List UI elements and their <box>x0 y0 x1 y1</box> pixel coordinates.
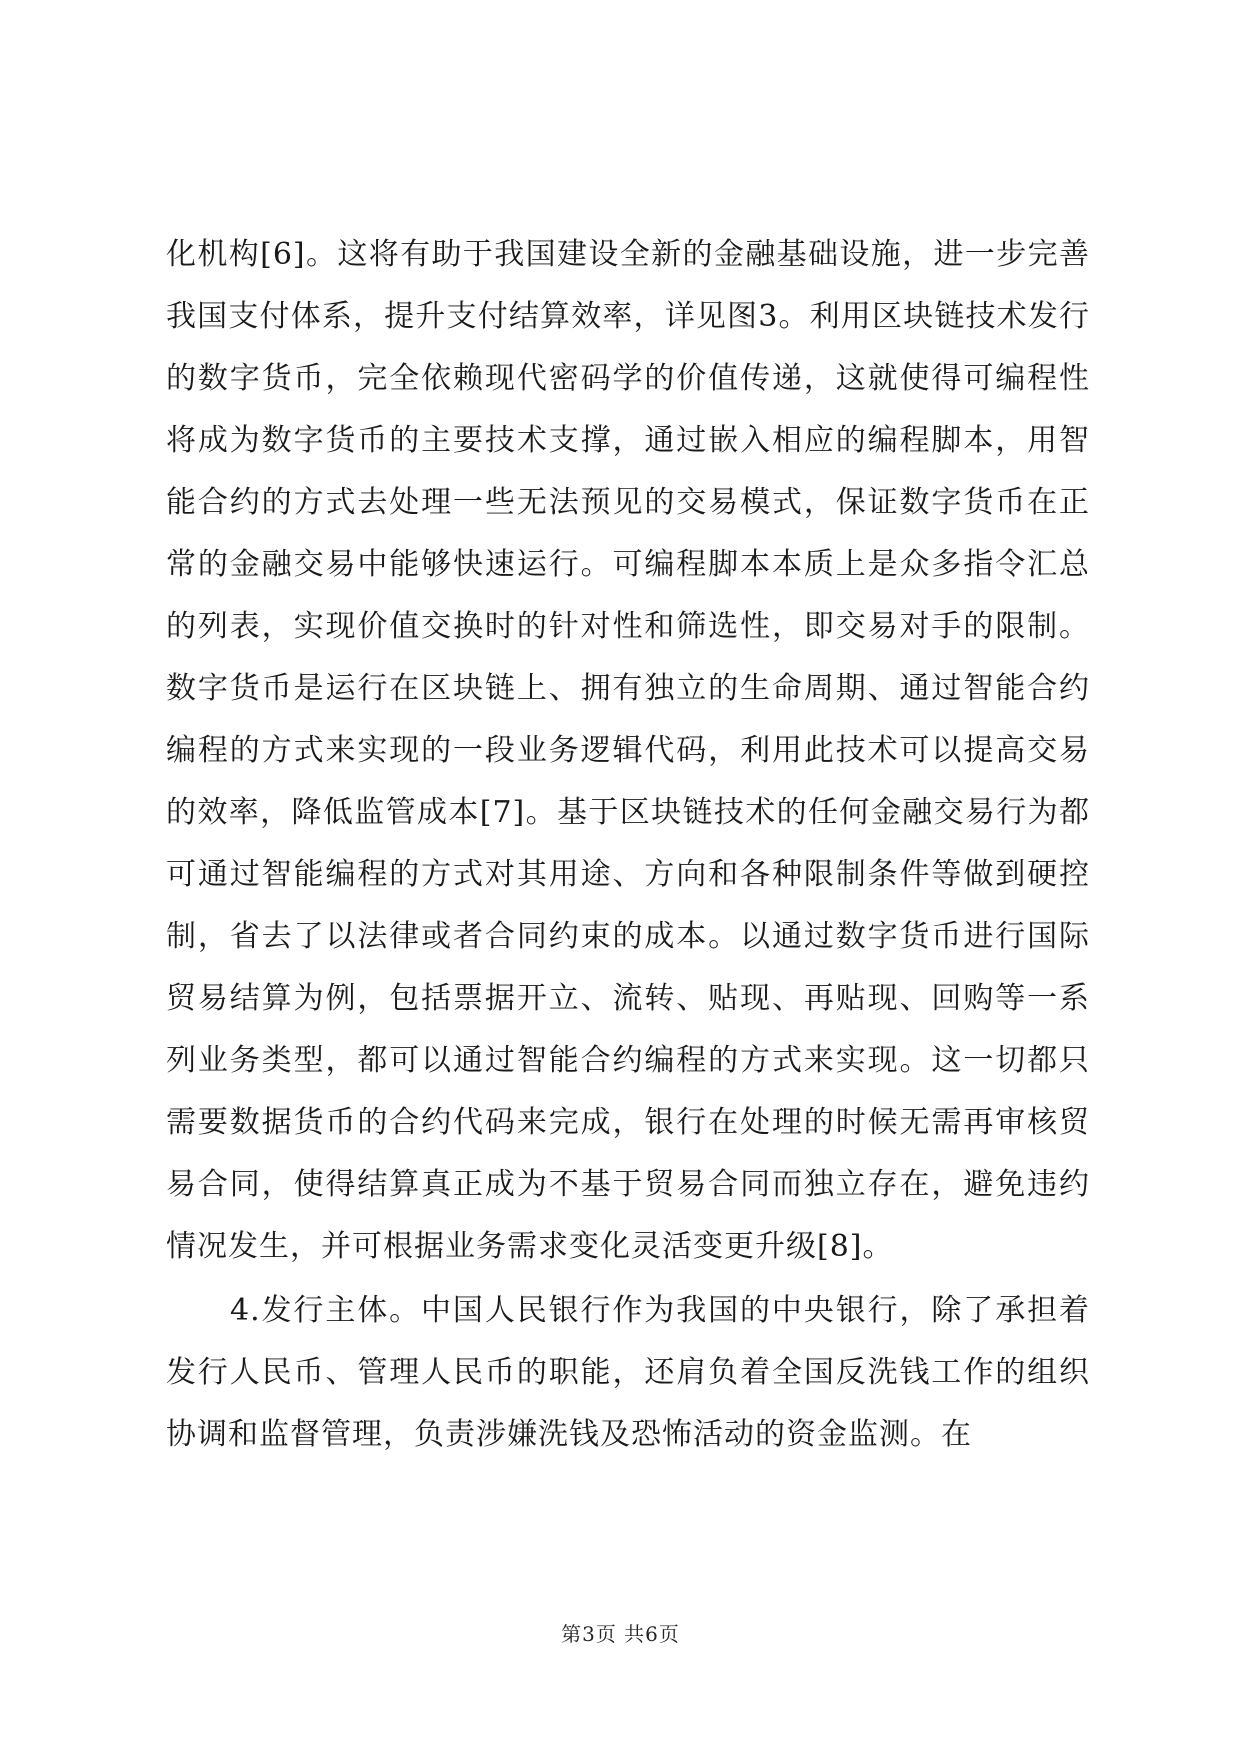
body-text <box>166 224 1090 1466</box>
paragraph-continuation: 化机构[6]。这将有助于我国建设全新的金融基础设施，进一步完善我国支付体系，提升支付结算效率，详见图3。利用区块链技术发行的数字货币，完全依赖现代密码学的价值传递，这就使得可编程性将成为数字货币的主要技术支撑，通过嵌入相应的编程脚本，用智能合约的方式去处理一些无法预见的交易模式，保证数字货币在正常的金融交易中能够快速运行。可编程脚本本质上是众多指令汇总的列表，实现价值交换时的针对性和筛选性，即交易对手的限制。数字货币是运行在区块链上、拥有独立的生命周期、通过智能合约编程的方式来实现的一段业务逻辑代码，利用此技术可以提高交易的效率，降低监管成本[7]。基于区块链技术的任何金融交易行为都可通过智能编程的方式对其用途、方向和各种限制条件等做到硬控制，省去了以法律或者合同约束的成本。以通过数字货币进行国际贸易结算为例，包括票据开立、流转、贴现、再贴现、回购等一系列业务类型，都可以通过智能合约编程的方式来实现。这一切都只需要数据货币的合约代码来完成，银行在处理的时候无需再审核贸易合同，使得结算真正成为不基于贸易合同而独立存在，避免违约情况发生，并可根据业务需求变化灵活变更升级[8]。 <box>166 237 1090 1264</box>
page-footer: 第3页 共6页 <box>561 1622 680 1646</box>
paragraph-issuer: 4.发行主体。中国人民银行作为我国的中央银行，除了承担着发行人民币、管理人民币的职能，还肩负着全国反洗钱工作的组织协调和监督管理，负责涉嫌洗钱及恐怖活动的资金监测。在 <box>166 1293 1090 1452</box>
